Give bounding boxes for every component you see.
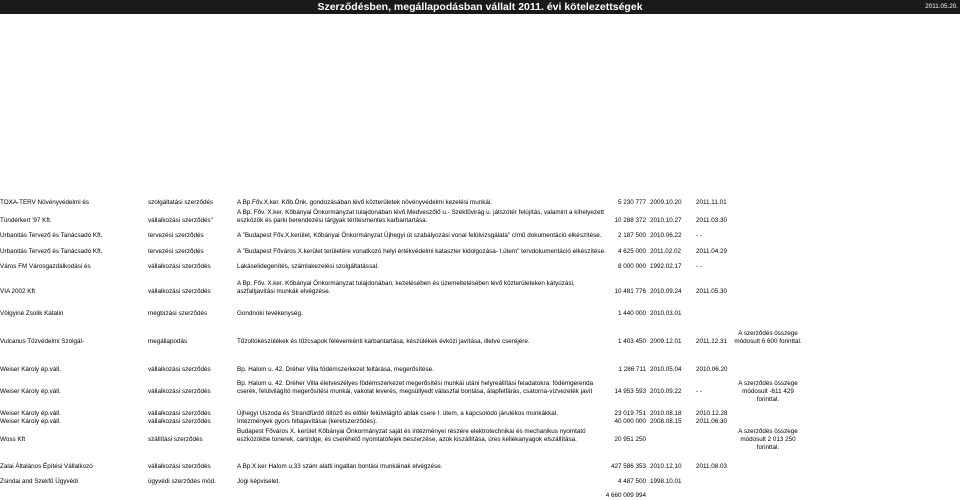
contract-type: vállalkozási szerződés — [148, 388, 211, 395]
contract-end-date: - - — [696, 388, 702, 395]
contract-subject: eszközök és parki berendezési tárgyak térítésmentes karbantartása. — [237, 217, 428, 224]
contract-type: szállítási szerződés — [148, 436, 203, 443]
contract-type: vállalkozási szerződés — [148, 288, 211, 295]
contract-amount: 1 440 000 — [617, 310, 646, 317]
contract-amount: 4 487 500 — [617, 478, 646, 485]
contract-amount: 1 403 450 — [617, 338, 646, 345]
contract-end-date: 2011.12.31 — [696, 338, 728, 345]
contract-partner: Weiser Károly ép.váll. — [0, 366, 61, 373]
contract-type: ügyvédi szerződés mód. — [148, 478, 216, 485]
contract-note: A szerződés összege — [738, 330, 798, 337]
contract-end-date: 2011.05.30 — [696, 288, 728, 295]
contract-subject: A "Budapest Főváros X.kerület területére vonatkozó helyi értékvédelmi kataszter kidolgozása- I.ütem" tervdokumentáció elkészítése. — [237, 248, 606, 255]
contract-subject: Bp. Halom u. 42. Dréher Villa életveszélyes födémszerkezet megerősítési munkái utáni helyreállítási feladatokra: födémgerenda — [237, 380, 594, 387]
contract-subject: Jogi képviselet. — [237, 478, 281, 485]
contract-note: A szerződés összege — [738, 428, 798, 435]
contract-partner: Völgyiné Zsolik Katalin — [0, 310, 64, 317]
contract-start-date: 2010.09.24 — [650, 288, 682, 295]
contract-partner: Zalai Általános Építési Vállalkozó — [0, 463, 93, 470]
contract-partner: Zsindai and Szekfű Ügyvédi — [0, 478, 79, 485]
contract-subject: A "Budapest Főv.X.kerület, Kőbányai Önkormányzat Újhegyi út szabályozási vonal felülvizsgálata" című dokumentáció elkészítése. — [237, 232, 602, 239]
contract-end-date: 2011.06.30 — [696, 418, 728, 425]
contract-end-date: - - — [696, 232, 702, 239]
contract-partner: VIA 2002 Kft — [0, 288, 36, 295]
contract-note: módosult -611 429 — [742, 388, 794, 395]
contract-partner: Weiser Károly ép.váll. — [0, 418, 61, 425]
contract-amount: 2 187 500 — [617, 232, 646, 239]
contract-amount: 427 586 353 — [610, 463, 646, 470]
contract-subject: Gondnoki tevékenység. — [237, 310, 303, 317]
contract-subject: eszközökbe tonerek, cartridge, és cseréhető nyomtatófejek beszerzése, azok kiszállítása, üres kellékanyagok elszállítása. — [237, 436, 577, 443]
contract-amount: 14 953 593 — [614, 388, 646, 395]
contract-subject: Intézmények gyors hibajavításai (keretszerződés). — [237, 418, 377, 425]
contract-note: A szerződés összege — [738, 380, 798, 387]
contract-partner: Woss Kft — [0, 436, 26, 443]
contract-end-date: 2011.03.30 — [696, 217, 728, 224]
contract-amount: 10 481 776 — [614, 288, 646, 295]
contract-amount: 1 286 711 — [618, 366, 646, 373]
contract-amount: 20 951 250 — [614, 436, 646, 443]
contract-note: módosult 2 013 250 — [740, 436, 796, 443]
contract-type: megbízási szerződés — [148, 310, 208, 317]
report-date: 2011.05.20. — [925, 3, 958, 10]
contract-end-date: 2011.08.03 — [696, 463, 728, 470]
contract-end-date: 2010.06.20 — [696, 366, 728, 373]
contract-subject: Újhegyi Uszoda és Strandfürdő öltöző és előtér felülvilágító ablak csere I. ütem, a kapcsolódó járulékos munkákkal. — [237, 410, 558, 417]
contract-type: tervezési szerződés — [148, 232, 204, 239]
contract-partner: Vulcanus Tűzvédelmi Szolgál- — [0, 338, 84, 345]
contract-start-date: 2010.06.22 — [650, 232, 682, 239]
contract-subject: A Bp. Főv. X.ker. Kőbányai Önkormányzat tulajdonában, kezelésében és üzemeltetésében lévő közterületeken kátyúzási, — [237, 280, 575, 287]
header-bar — [0, 0, 960, 14]
contract-subject: Budapest Főváros X. kerület Kőbányai Önkormányzat saját és intézményei részére elektrotechnikai és mechanikus nyomtató — [237, 428, 586, 435]
contract-subject: A Bp.Főv.X.ker. Kőb.Önk. gondozásában lévő közterületek növényvédelmi kezelési munkái. — [237, 199, 493, 206]
contract-end-date: 2010.12.28 — [696, 410, 728, 417]
contract-start-date: 2010.08.18 — [650, 410, 682, 417]
contract-type: szolgáltatási szerződés — [148, 199, 214, 206]
contract-type: vállalkozási szerződés — [148, 418, 211, 425]
contract-partner: Weiser Károly ép.váll. — [0, 410, 61, 417]
contract-start-date: 2010.12.10 — [650, 463, 682, 470]
contract-end-date: - - — [696, 263, 702, 270]
contract-amount: 10 288 372 — [614, 217, 646, 224]
contract-start-date: 2011.02.02 — [650, 248, 682, 255]
contract-subject: Lakáselidegenítés, számlakezelési szolgáltatással. — [237, 263, 379, 270]
contract-type: tervezési szerződés — [148, 248, 204, 255]
contract-amount: 8 000 000 — [617, 263, 646, 270]
contract-type: vállalkozási szerződés" — [148, 217, 213, 224]
contract-subject: Tűzoltókészülékek és tűzcsapok félévenkénti karbantartása, készülékek évközi javítása, illetve cseréjére. — [237, 338, 530, 345]
contract-note: forinttal. — [756, 444, 780, 451]
contract-partner: Urbanitás Tervező és Tanácsadó Kft. — [0, 248, 103, 255]
contract-start-date: 2010.10.27 — [650, 217, 682, 224]
contract-partner: Tündérkert '97 Kft. — [0, 217, 52, 224]
contract-amount: 4 625 000 — [617, 248, 646, 255]
contract-type: vállalkozási szerződés — [148, 463, 211, 470]
contract-type: megállapodás — [148, 338, 188, 345]
contract-note: módosult 6 600 forinttal. — [734, 338, 802, 345]
contract-type: vállalkozási szerződés — [148, 366, 211, 373]
contract-start-date: 2009.10.20 — [650, 199, 682, 206]
contract-partner: Urbanitás Tervező és Tanácsadó Kft. — [0, 232, 103, 239]
contract-subject: A Bp. Főv. X.ker. Kőbányai Önkormányzat tulajdonában lévő Medveszőlő u.- Székfűvirág u. játszótér felújítás, valamint a kihelyezett — [237, 209, 605, 216]
contract-start-date: 1992.02.17 — [650, 263, 682, 270]
contract-subject: Bp. Halom u. 42. Dréher Villa födémszerkezet feltárása, megerősítése. — [237, 366, 434, 373]
contract-start-date: 2008.08.15 — [650, 418, 682, 425]
contract-subject: A Bp.X.ker Halom u.33 szám alatti ingatlan bontási munkáinak elvégzése. — [237, 463, 443, 470]
contract-end-date: 2011.04.29 — [696, 248, 728, 255]
grand-total: 4 660 009 994 — [605, 492, 646, 499]
contract-start-date: 2010.05.04 — [650, 366, 682, 373]
page-title: Szerződésben, megállapodásban vállalt 2011. évi kötelezettségek — [317, 1, 643, 13]
contract-end-date: 2011.11.01 — [696, 199, 727, 206]
contract-amount: 5 230 777 — [617, 199, 646, 206]
contract-type: vállalkozási szerződés — [148, 410, 211, 417]
contract-start-date: 2009.12.01 — [650, 338, 682, 345]
contract-type: vállalkozási szerződés — [148, 263, 211, 270]
contract-subject: aszfaltjavítási munkák elvégzése. — [237, 288, 331, 295]
contract-subject: cserék, felülvilágító megerősítési munkái, vakolat leverés, megsüllyedt válaszfal bontása, álapfelfárás, csatorna-vízvezeték javít — [237, 388, 593, 395]
contract-start-date: 1998.10.01 — [650, 478, 682, 485]
contract-start-date: 2010.09.22 — [650, 388, 682, 395]
contract-partner: Város FM Városgazdálkodási és — [0, 263, 91, 270]
contract-start-date: 2010.03.01 — [650, 310, 682, 317]
contract-partner: TOXA-TERV Növényvédelmi és — [0, 199, 90, 206]
contract-partner: Weiser Károly ép.váll. — [0, 388, 61, 395]
contract-amount: 23 019 751 — [614, 410, 646, 417]
contract-amount: 40 000 000 — [614, 418, 646, 425]
contract-note: forinttal. — [756, 396, 780, 403]
